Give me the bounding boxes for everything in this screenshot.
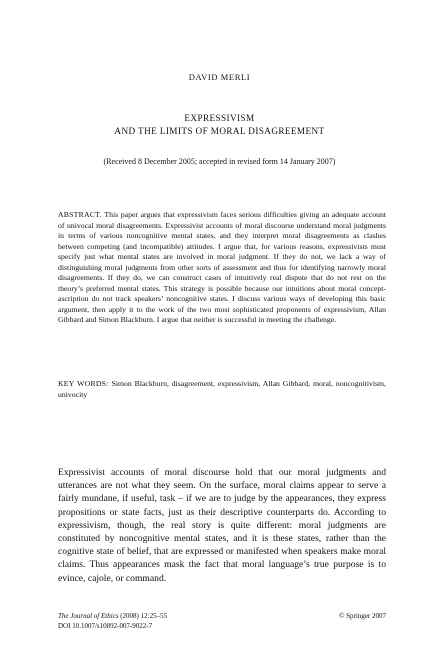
abstract-label: ABSTRACT. [58,210,105,219]
journal-volume-pages: (2008) 12:25–55 [118,612,168,620]
body-paragraph: Expressivist accounts of moral discourse hold that our moral judgments and utterances are not what they seem. On the surface, moral claims appear to serve a fairly mundane, if useful, task – if we are to judge by the appearances, they express propositions or state facts, just as their descriptive counterparts do. According to expressivism, though, the real story is quite different: moral judgments are constituted by noncognitive mental states, and it is these states, rather than the cognitive state of belief, that are expressed or manifested when speakers make moral claims. Thus appearances mask the fact that moral language’s true purpose is to evince, cajole, or command. [58,467,386,584]
keywords-label: KEY WORDS: [58,379,112,388]
doi: DOI 10.1007/s10892-007-9022-7 [58,621,153,630]
abstract-text: This paper argues that expressivism faces serious difficulties giving an adequate account of univocal moral disagreements. Expressivist accounts of moral discourse understand moral judgments in terms of various noncognitive mental states, and they interpret moral disagreements as clashes between competing (and incompatible) attitudes. I argue that, for various reasons, expressivists must specify just what mental states are involved in moral judgment. If they do not, we lack a way of distinguishing moral judgments from other sorts of assessment and thus for identifying narrowly moral disagreements. If they do, we can construct cases of intuitively real dispute that do not rest on the theory’s preferred mental states. This strategy is possible because our intuitions about moral concept-ascription do not track speakers’ noncognitive states. I discuss various ways of developing this basic argument, then apply it to the work of the two most sophisticated proponents of expressivism, Allan Gibbard and Simon Blackburn. I argue that neither is successful in meeting the challenge. [58,210,386,325]
paper-title [0,112,439,138]
page-footer [58,612,386,631]
title-line-1: EXPRESSIVISM [184,113,255,123]
received-dates: (Received 8 December 2005; accepted in revised form 14 January 2007) [103,157,336,166]
journal-name: The Journal of Ethics [58,612,119,620]
copyright-notice: © Springer 2007 [339,612,386,620]
keywords [58,379,386,400]
journal-citation [58,612,167,622]
abstract [58,210,386,326]
author-name: DAVID MERLI [188,72,251,82]
keywords-text: Simon Blackburn, disagreement, expressivism, Allan Gibbard, moral, noncognitivism, univocity [58,379,386,399]
title-line-2: AND THE LIMITS OF MORAL DISAGREEMENT [114,126,325,136]
